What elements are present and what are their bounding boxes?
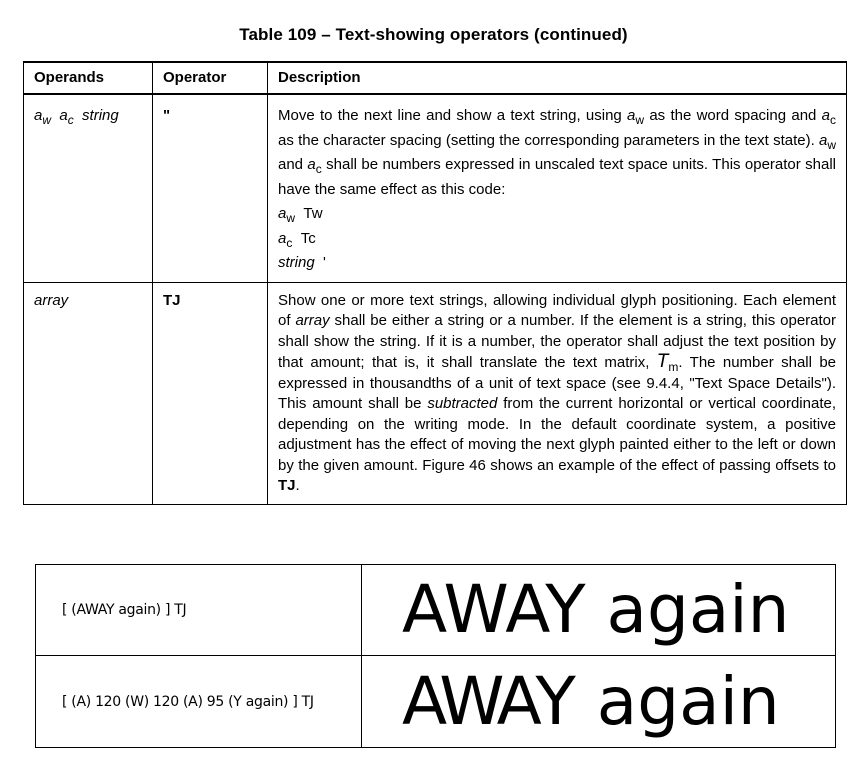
glyph-a: A <box>402 662 448 740</box>
operand-string: string <box>82 107 119 124</box>
header-operands: Operands <box>24 62 153 94</box>
example-code: [ (AWAY again) ] TJ <box>36 565 362 656</box>
operator-cell: " <box>153 94 268 282</box>
description-paragraph: Move to the next line and show a text string, using $a_w$ as the word spacing and $a_c$ as the character spacing (setting the corresponding parameters in the text state). $a_w$ and $a_c$ shall be numbers expressed in unscaled text space units. This operator shall have the same effect as this code: <box>278 107 837 198</box>
example-render-kerned <box>362 656 836 748</box>
glyph-a: A <box>496 662 542 740</box>
operator-cell: TJ <box>153 282 268 504</box>
operand-aw: $a_w$ <box>34 107 52 127</box>
tj-example-figure <box>35 564 836 748</box>
operands-cell: array <box>24 282 153 504</box>
example-render-plain: AWAY again <box>362 565 836 656</box>
operand-ac: $a_c$ <box>59 107 74 127</box>
example-row-plain <box>36 565 836 656</box>
glyph-y-again: Y again <box>535 662 780 740</box>
description-cell <box>268 94 847 282</box>
header-operator: Operator <box>153 62 268 94</box>
code-example <box>278 202 836 276</box>
operands-cell <box>24 94 153 282</box>
table-row-quote-operator <box>24 94 847 282</box>
example-row-kerned <box>36 656 836 748</box>
code-line-quote: string ' <box>278 254 326 271</box>
example-code: [ (A) 120 (W) 120 (A) 95 (Y again) ] TJ <box>36 656 362 748</box>
operators-table <box>23 61 847 505</box>
table-row-tj-operator <box>24 282 847 504</box>
code-line-tw: $a_w$ Tw <box>278 205 323 225</box>
glyph-w: W <box>439 662 505 740</box>
header-row <box>24 62 847 94</box>
description-cell: Show one or more text strings, allowing individual glyph positioning. Each element of array shall be either a string or a number. If the element is a string, this operator shall show the string. If it is a number, the operator shall adjust the text position by that amount; that is, it shall translate the text matrix, $T_m$. The number shall be expressed in thousandths of a unit of text space (see 9.4.4, "Text Space Details"). This amount shall be subtracted from the current horizontal or vertical coordinate, depending on the writing mode. In the default coordinate system, a positive adjustment has the effect of moving the next glyph painted either to the left or down by the given amount. Figure 46 shows an example of the effect of passing offsets to TJ. <box>268 282 847 504</box>
code-line-tc: $a_c$ Tc <box>278 229 316 250</box>
header-description: Description <box>268 62 847 94</box>
table-title: Table 109 – Text-showing operators (continued) <box>239 25 628 44</box>
